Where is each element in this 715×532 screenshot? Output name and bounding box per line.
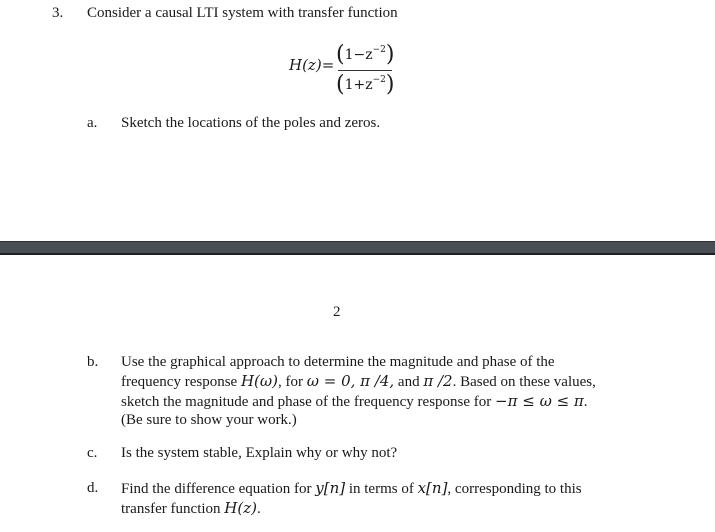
part-d-line1-mid: in terms of bbox=[345, 481, 418, 497]
transfer-function-numerator: $(1-z^{-2})$ bbox=[336, 42, 395, 67]
transfer-function-lhs: H(z)= bbox=[289, 56, 335, 74]
y-n-math: y[n] bbox=[315, 479, 346, 497]
part-b-line4: (Be sure to show your work.) bbox=[121, 412, 297, 428]
transfer-function-fraction bbox=[336, 42, 394, 98]
denominator-exponent: −2 bbox=[372, 75, 386, 85]
part-d-line1-post: , corresponding to this bbox=[447, 481, 582, 497]
omega-range-math: −π ≤ ω ≤ π bbox=[495, 392, 584, 410]
part-c-label: c. bbox=[87, 445, 98, 461]
part-b-line2 bbox=[121, 372, 596, 392]
problem-intro: Consider a causal LTI system with transfer function bbox=[87, 5, 398, 21]
part-d-line2 bbox=[121, 499, 261, 519]
transfer-function-denominator: $(1+z^{-2})$ bbox=[336, 72, 395, 97]
part-d-line2-post: . bbox=[257, 501, 261, 517]
part-b-line3 bbox=[121, 392, 588, 412]
h-z-math: H(z) bbox=[224, 499, 257, 517]
page-break-divider bbox=[0, 241, 715, 255]
part-d-label: d. bbox=[87, 480, 99, 496]
part-d-line1-pre: Find the difference equation for bbox=[121, 481, 316, 497]
page-number: 2 bbox=[333, 304, 341, 320]
part-b-line1: Use the graphical approach to determine the magnitude and phase of the bbox=[121, 354, 555, 370]
fraction-bar bbox=[338, 70, 392, 71]
part-a-text: Sketch the locations of the poles and zeros. bbox=[121, 115, 381, 131]
problem-number: 3. bbox=[52, 5, 64, 21]
part-a-label: a. bbox=[87, 115, 98, 131]
denominator-text: 1+z bbox=[344, 77, 373, 93]
part-d-line2-pre: transfer function bbox=[121, 501, 225, 517]
h-omega-math: H(ω) bbox=[240, 372, 278, 390]
part-b-line2-post: . Based on these values, bbox=[452, 374, 596, 390]
part-b-line3-post: . bbox=[583, 394, 588, 410]
part-c-text: Is the system stable, Explain why or why not? bbox=[121, 445, 398, 461]
part-b-line3-pre: sketch the magnitude and phase of the frequency response for bbox=[121, 394, 496, 410]
part-b-line2-and: and bbox=[394, 374, 424, 390]
numerator-exponent: −2 bbox=[372, 45, 386, 55]
part-b-line2-mid: , for bbox=[277, 374, 307, 390]
omega-values-math: ω = 0, π /4, bbox=[306, 372, 395, 390]
x-n-math: x[n] bbox=[417, 479, 448, 497]
part-d-line1 bbox=[121, 479, 582, 499]
numerator-text: 1−z bbox=[344, 47, 373, 63]
part-b-line2-pre: frequency response bbox=[121, 374, 241, 390]
pi-half-math: π /2 bbox=[423, 372, 453, 390]
part-b-label: b. bbox=[87, 354, 99, 370]
